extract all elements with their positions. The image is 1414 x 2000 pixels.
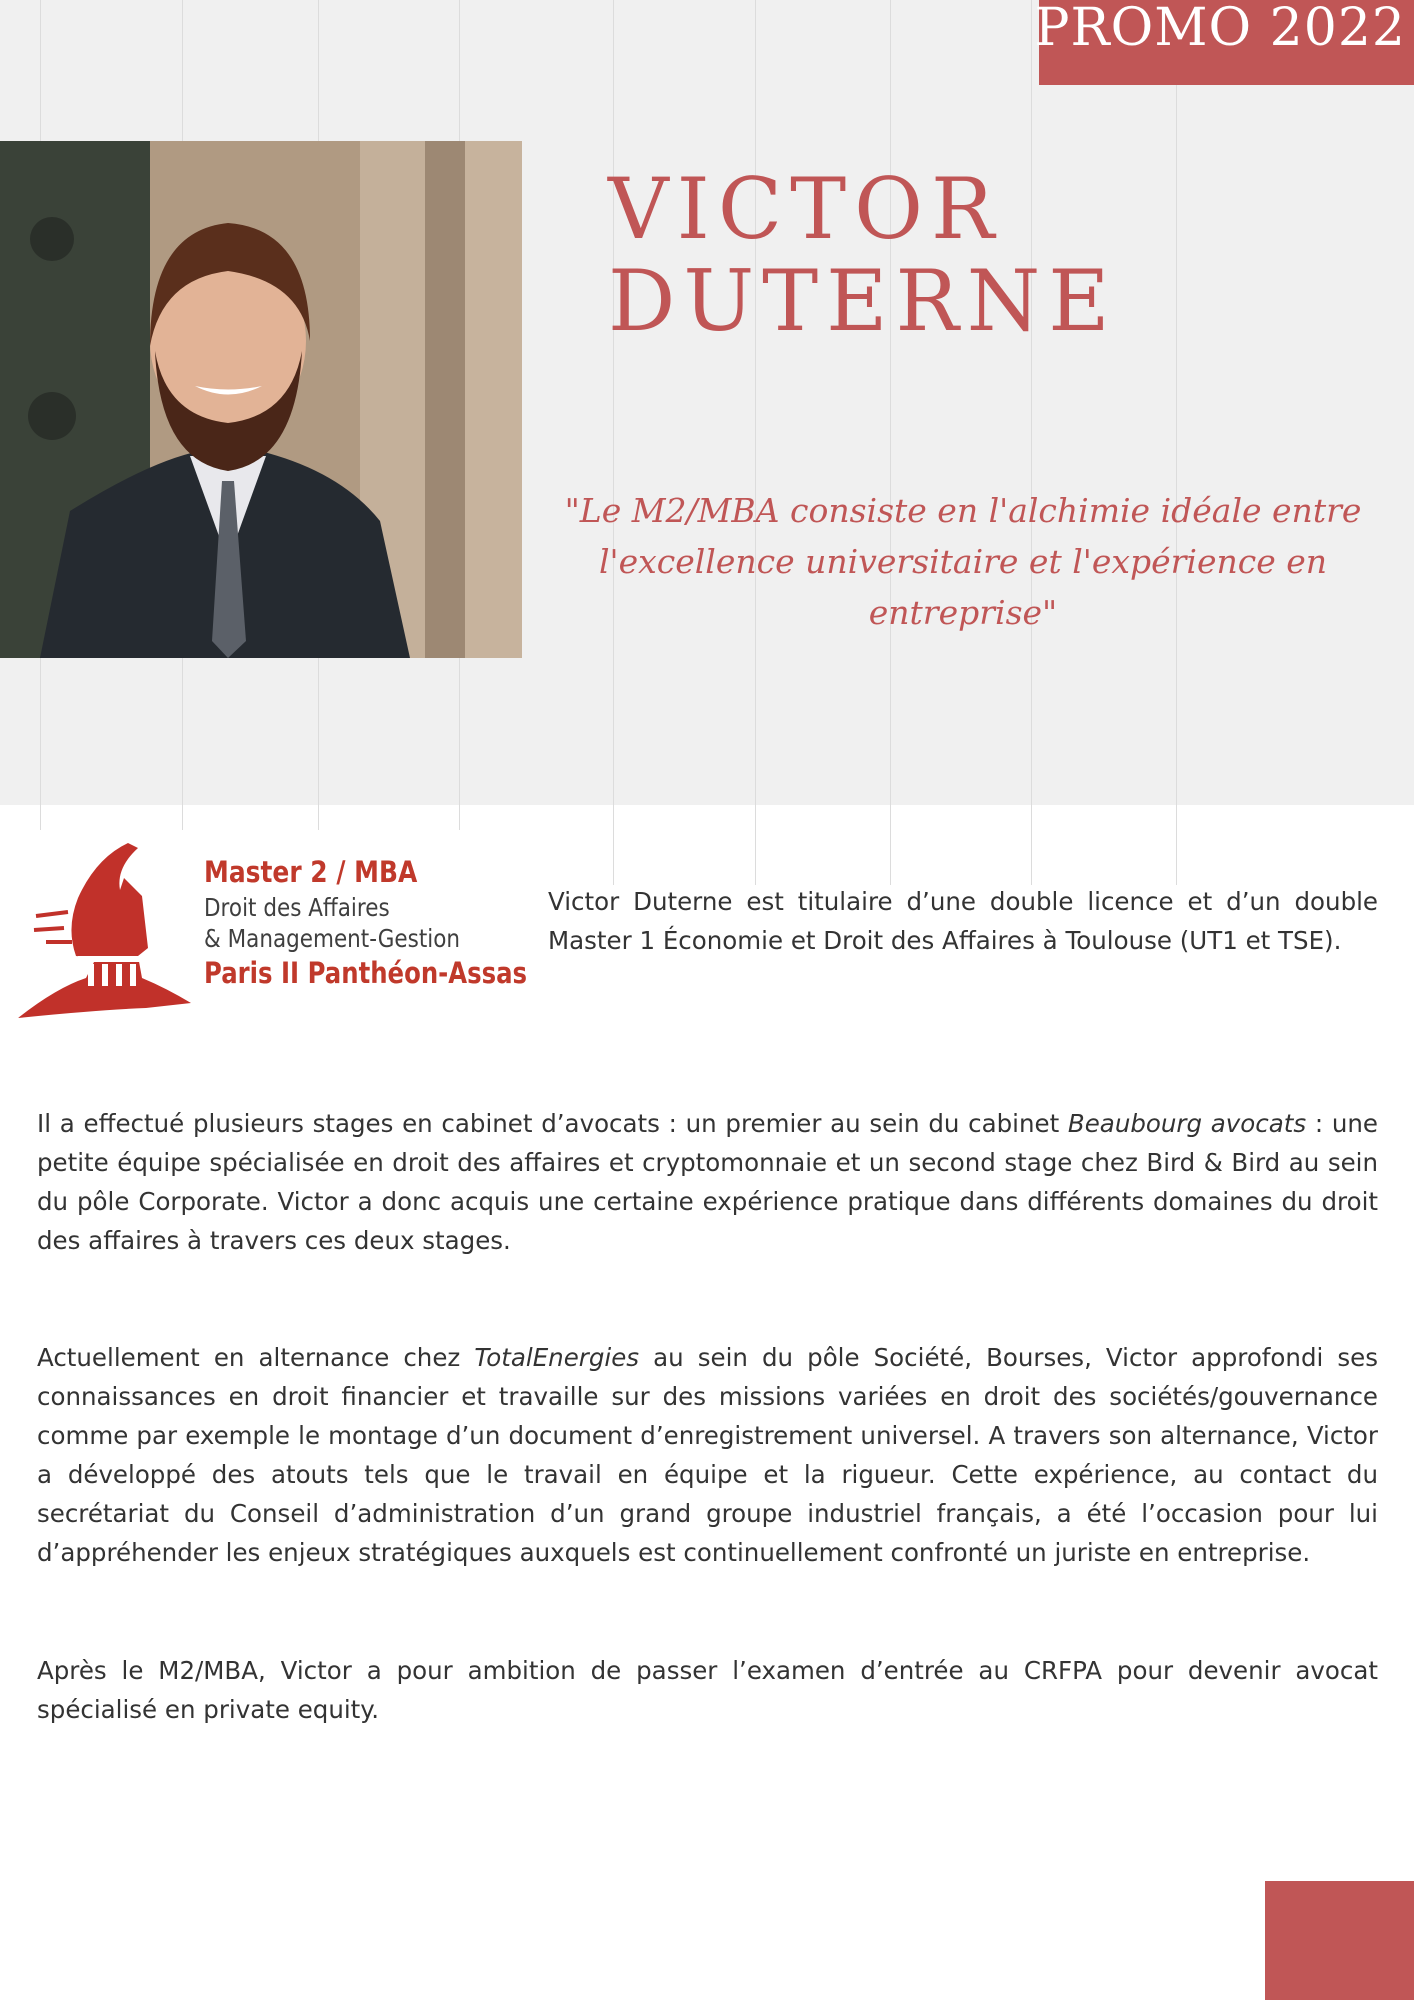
logo-line-management: & Management-Gestion (204, 924, 461, 953)
apprenticeship-paragraph (37, 1338, 1378, 1572)
text-span: : une petite équipe spécialisée en droit des affaires et cryptomonnaie et un second stage chez Bird & Bird au sein du pôle Corporate. Victor a donc acquis une certaine expérience pratique dans différents domaines du droit des affaires à travers ces deux stages. (37, 1109, 1378, 1255)
grid-line (890, 0, 891, 885)
text-span: au sein du pôle Société, Bourses, Victor approfondi ses connaissances en droit financier et travaille sur des missions variées en droit des sociétés/gouvernance comme par exemple le montage d’un document d’enregistrement universel. A travers son alternance, Victor a développé des atouts tels que le travail en équipe et la rigueur. Cette expérience, au contact du secrétariat du Conseil d’administration d’un grand groupe industriel français, a été l’occasion pour lui d’appréhender les enjeux stratégiques auxquels est continuellement confronté un juriste en entreprise. (37, 1343, 1378, 1567)
person-name (608, 160, 1118, 350)
grid-line (1031, 0, 1032, 885)
text-span: Il a effectué plusieurs stages en cabinet d’avocats : un premier au sein du cabinet (37, 1109, 1068, 1138)
intro-paragraph: Victor Duterne est titulaire d’une double licence et d’un double Master 1 Économie et Droit des Affaires à Toulouse (UT1 et TSE). (548, 887, 1378, 955)
program-logo (16, 838, 528, 1023)
grid-line (613, 0, 614, 885)
pantheon-emblem-icon (16, 838, 196, 1023)
promo-banner (1034, 0, 1414, 85)
last-name: DUTERNE (608, 252, 1118, 350)
grid-line (755, 0, 756, 885)
promo-label: PROMO 2022 (1034, 0, 1406, 58)
grid-line (1176, 0, 1177, 885)
firm-name: Beaubourg avocats (1067, 1109, 1307, 1138)
first-name: VICTOR (608, 160, 1003, 258)
internships-paragraph (37, 1104, 1378, 1260)
logo-line-master: Master 2 / MBA (204, 855, 418, 889)
profile-photo (0, 141, 522, 658)
corner-accent (1265, 1881, 1414, 2000)
profile-quote: "Le M2/MBA consiste en l'alchimie idéale entre l'excellence universitaire et l'expérience en entreprise" (564, 491, 1362, 632)
logo-line-droit: Droit des Affaires (204, 893, 390, 922)
company-name: TotalEnergies (474, 1343, 640, 1372)
ambition-paragraph: Après le M2/MBA, Victor a pour ambition de passer l’examen d’entrée au CRFPA pour devenir avocat spécialisé en private equity. (37, 1656, 1378, 1724)
text-span: Actuellement en alternance chez (37, 1343, 475, 1372)
logo-line-university: Paris II Panthéon-Assas (204, 956, 528, 990)
